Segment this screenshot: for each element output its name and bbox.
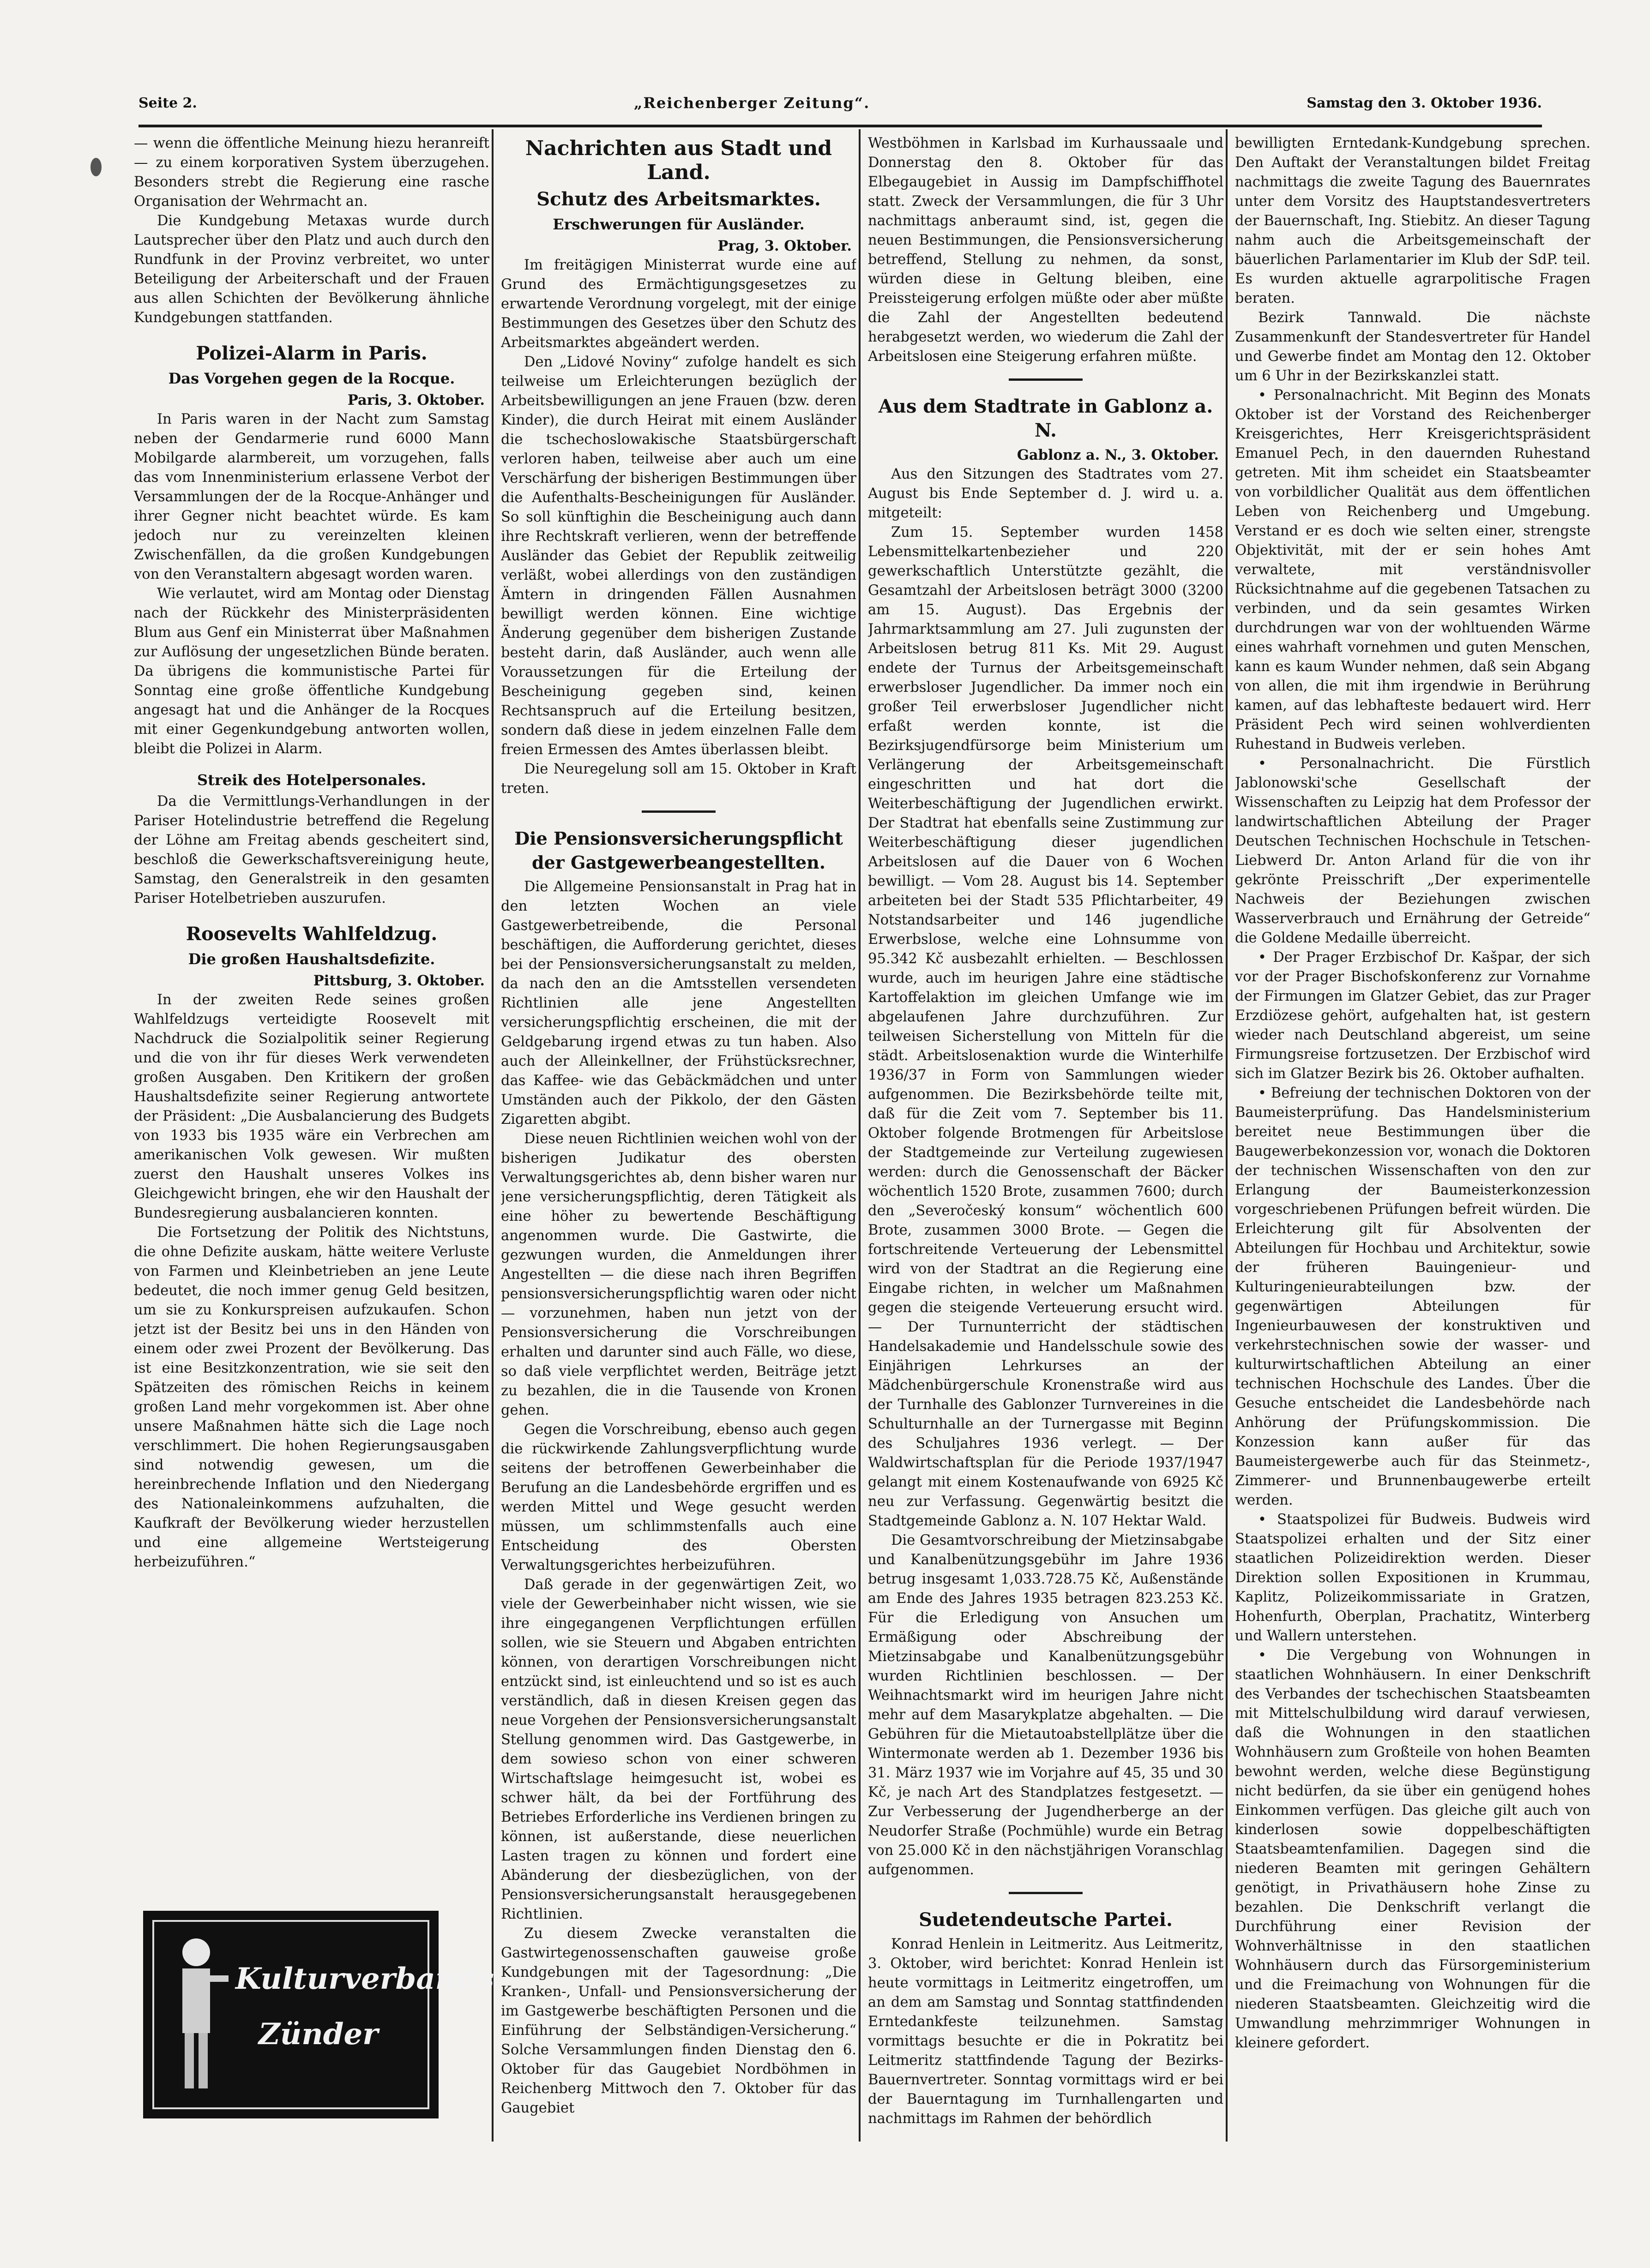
article-subheadline: Streik des Hotelpersonales. — [197, 771, 426, 789]
paragraph: Die Gesamtvorschreibung der Mietzinsabgabe und Kanalbenützungsgebühr im Jahre 1936 betrug insgesamt 1,033.728.75 Kč, Außenstände am Ende des Jahres 1935 betragen 823.253 Kč. Für die Erledigung von Ansuchen um Ermäßigung oder Abschreibung der Mietzinsabgabe und Kanalbenützungsgebühr wurden Richtlinien beschlossen. — Der Weihnachtsmarkt wird im heurigen Jahre nicht mehr auf dem Masarykplatze abgehalten. — Die Gebühren für die Mietautoabstellplätze über die Wintermonate werden ab 1. Dezember 1936 bis 31. März 1937 wie im Vorjahre auf 45, 35 und 30 Kč, je nach Art des Standplatzes festgesetzt. — Zur Verbesserung der Jugendherberge an der Neudorfer Straße (Pochmühle) wurde ein Betrag von 25.000 Kč in den nächstjährigen Voranschlag aufgenommen. — [868, 1532, 1223, 1878]
dateline: Gablonz a. N., 3. Oktober. — [1017, 447, 1219, 463]
header-rule — [139, 125, 1542, 127]
column-2 — [501, 134, 856, 2137]
paragraph: • Der Prager Erzbischof Dr. Kašpar, der sich vor der Prager Bischofskonferenz zur Vornahme der Firmungen im Glatzer Gebiet, das zur Prager Erzdiözese gehört, aufgehalten hat, ist gestern wieder nach Deutschland abgereist, um seine Firmungsreise fortzusetzen. Der Erzbischof wird sich im Glatzer Bezirk bis 26. Oktober aufhalten. — [1235, 949, 1590, 1082]
article-subheadline: Das Vorgehen gegen de la Rocque. — [168, 370, 455, 387]
paragraph: Wie verlautet, wird am Montag oder Dienstag nach der Rückkehr des Ministerpräsidenten Blum aus Genf ein Ministerrat über Maßnahmen zur Auflösung der ungesetzlichen Bünde beraten. Da übrigens die kommunistische Partei für Sonntag eine große öffentliche Kundgebung angesagt hat und die Anhänger de la Rocques mit einer Gegenkundgebung antworten wollen, bleibt die Polizei in Alarm. — [134, 586, 489, 757]
paragraph: In Paris waren in der Nacht zum Samstag neben der Gendarmerie rund 6000 Mann Mobilgarde alarmbereit, um vorzugehen, falls das vom Innenministerium erlassene Verbot der Versammlungen der de la Rocque-Anhänger und ihrer Gegner nicht beachtet würde. Es kam jedoch nur zu vereinzelten kleinen Zwischenfällen, da die großen Kundgebungen von den Veranstaltern abgesagt worden waren. — [134, 411, 489, 582]
paragraph: Da die Vermittlungs-Verhandlungen in der Pariser Hotelindustrie betreffend die Regelung der Löhne am Freitag abends gescheitert sind, beschloß die Gewerkschaftsvereinigung heute, Samstag, den Generalstreik in den gesamten Pariser Hotelbetrieben auszurufen. — [134, 793, 489, 906]
page-number: Seite 2. — [139, 95, 197, 111]
article-headline: Aus dem Stadtrate in Gablonz a. N. — [878, 396, 1213, 441]
paragraph: In der zweiten Rede seines großen Wahlfeldzugs verteidigte Roosevelt mit Nachdruck die Sozialpolitik seiner Regierung und die von ihr für dieses Werk verwendeten großen Ausgaben. Den Kritikern der großen Haushaltsdefizite seiner Regierung antwortete der Präsident: „Die Ausbalancierung des Budgets von 1933 bis 1935 wäre ein Verbrechen am amerikanischen Volk gewesen. Wir mußten zuerst den Haushalt unseres Volkes ins Gleichgewicht bringen, ehe wir den Haushalt der Bundesregierung ausbalancieren konnten. — [134, 992, 489, 1221]
article-subheadline: Die großen Haushaltsdefizite. — [188, 950, 435, 968]
newspaper-title: „Reichenberger Zeitung“. — [633, 94, 870, 112]
column-1 — [134, 134, 489, 1902]
paragraph: • Befreiung der technischen Doktoren von der Baumeisterprüfung. Das Handelsministerium bereitet neue Bestimmungen über die Baugewerbekonzession vor, wonach die Doktoren der technischen Wissenschaften von den zur Erlangung der Baumeisterkonzession vorgeschriebenen Prüfungen befreit würden. Die Erleichterung gilt für Absolventen der Abteilungen für Hochbau und Architektur, sowie der früheren Bauingenieur- und Kulturingenieurabteilungen bzw. der gegenwärtigen Abteilungen für Ingenieurbauwesen der konstruktiven und verkehrstechnischen sowie der wasser- und kulturwirtschaftlichen Abteilung an einer technischen Hochschule des Landes. Über die Gesuche entscheidet die Landesbehörde nach Anhörung der Prüfungskommission. Die Konzession kann außer für das Baumeistergewerbe auch für das Steinmetz-, Zimmerer- und Brunnenbaugewerbe erteilt werden. — [1235, 1085, 1590, 1508]
column-3 — [868, 134, 1223, 2137]
issue-date: Samstag den 3. Oktober 1936. — [1307, 95, 1542, 111]
dateline: Pittsburg, 3. Oktober. — [313, 972, 485, 989]
column-4 — [1235, 134, 1590, 2137]
column-divider — [859, 129, 861, 2142]
section-rule — [642, 810, 716, 813]
paragraph: Die Neuregelung soll am 15. Oktober in Kraft treten. — [501, 761, 856, 797]
column-divider — [1226, 129, 1228, 2142]
dateline: Paris, 3. Oktober. — [347, 392, 485, 408]
paragraph: Die Kundgebung Metaxas wurde durch Lautsprecher über den Platz und auch durch den Rundfunk in der Provinz verbreitet, wo unter Beteiligung der Arbeiterschaft und der Frauen aus allen Schichten der Bevölkerung ähnliche Kundgebungen stattfanden. — [134, 213, 489, 326]
paragraph: Im freitägigen Ministerrat wurde eine auf Grund des Ermächtigungsgesetzes zu erwartende Verordnung vorgelegt, mit der einige Bestimmungen des Gesetzes über den Schutz des Arbeitsmarktes abgeändert werden. — [501, 257, 856, 351]
paragraph: Die Fortsetzung der Politik des Nichtstuns, die ohne Defizite auskam, hätte weitere Verluste von Farmen und Kleinbetrieben an jene Leute bedeutet, die noch immer genug Geld besitzen, um sie zu Konkurspreisen aufzukaufen. Schon jetzt ist der Besitz bei uns in den Händen von einem oder zwei Prozent der Bevölkerung. Das ist eine Besitzkonzentration, wie sie seit den Spätzeiten des römischen Reichs in keinem großen Land mehr vorgekommen ist. Aber ohne unsere Maßnahmen hätte sich die Lage noch verschlimmert. Die hohen Regierungsausgaben sind notwendig gewesen, um die hereinbrechende Inflation und den Niedergang des Nationaleinkommens aufzuhalten, die Kaufkraft der Bevölkerung wieder herzustellen und eine allgemeine Wertsteigerung herbeizuführen.“ — [134, 1224, 489, 1570]
paragraph: Gegen die Vorschreibung, ebenso auch gegen die rückwirkende Zahlungsverpflichtung wurde seitens der betroffenen Gewerbeinhaber die Berufung an die Landesbehörde ergriffen und es werden Mittel und Wege gesucht werden müssen, um schlimmstenfalls auch eine Entscheidung des Obersten Verwaltungsgerichtes herbeizuführen. — [501, 1422, 856, 1573]
paragraph: Konrad Henlein in Leitmeritz. Aus Leitmeritz, 3. Oktober, wird berichtet: Konrad Henlein ist heute vormittags in Leitmeritz eingetroffen, um an dem am Samstag und Sonntag stattfindenden Erntedankfeste teilzunehmen. Samstag vormittags besuchte er die in Pokratitz bei Leitmeritz stattfindende Tagung der Bezirks-Bauernvertreter. Sonntag vormittags wird er bei der Bauerntagung im Turnhallengarten und nachmittags im Rahmen der behördlich — [868, 1936, 1223, 2127]
paragraph: Daß gerade in der gegenwärtigen Zeit, wo viele der Gewerbeinhaber nicht wissen, wie sie ihre eingegangenen Verpflichtungen erfüllen sollen, wie sie Steuern und Abgaben entrichten können, von derartigen Vorschreibungen nicht entzückt sind, ist einleuchtend und so ist es auch verständlich, daß in diesen Kreisen gegen das neue Vorgehen der Pensionsversicherungsanstalt Stellung genommen wird. Das Gastgewerbe, in dem sowieso schon von einer schweren Wirtschaftslage heimgesucht ist, wobei es schwer hält, da bei der Fortführung des Betriebes Erforderliche ins Verdienen bringen zu können, ist außerstande, diese neuerlichen Lasten tragen zu können und fordert eine Abänderung der diesbezüglichen, von der Pensionsversicherungsanstalt herausgegebenen Richtlinien. — [501, 1577, 856, 1922]
section-rule — [1009, 378, 1083, 381]
section-headline: Sudetendeutsche Partei. — [919, 1909, 1173, 1931]
section-rule — [1009, 1892, 1083, 1894]
article-headline: Roosevelts Wahlfeldzug. — [186, 923, 438, 945]
paragraph: bewilligten Erntedank-Kundgebung sprechen. Den Auftakt der Veranstaltungen bildet Freitag nachmittags die zweite Tagung des Bauernrates unter dem Vorsitz des Hauptstandesvertreters der Bauernschaft, Ing. Stiebitz. An dieser Tagung nahm auch die Arbeitsgemeinschaft der bäuerlichen Parlamentarier im Klub der SdP. teil. Es wurden aktuelle agrarpolitische Fragen beraten. — [1235, 135, 1590, 306]
column-divider — [492, 129, 494, 2142]
paragraph: — wenn die öffentliche Meinung hiezu heranreift — zu einem korporativen System überzugehen. Besonders strebt die Regierung eine rasche Organisation der Wehrmacht an. — [134, 135, 489, 210]
paragraph: • Staatspolizei für Budweis. Budweis wird Staatspolizei erhalten und der Sitz einer staatlichen Polizeidirektion werden. Dieser Direktion sollen Expositionen in Krummau, Kaplitz, Polizeikommissariate in Gratzen, Hohenfurth, Oberplan, Prachatitz, Winterberg und Wallern unterstehen. — [1235, 1512, 1590, 1644]
article-subheadline: Erschwerungen für Ausländer. — [553, 216, 805, 233]
paragraph: Westböhmen in Karlsbad im Kurhaussaale und Donnerstag den 8. Oktober für das Elbegaugebiet in Aussig im Dampfschiffhotel statt. Zweck der Versammlungen, die für 3 Uhr nachmittags anberaumt sind, ist, gegen die neuen Bestimmungen, die Pensionsversicherung betreffend, Stellung zu nehmen, da sonst, würden diese in Geltung bleiben, eine Preissteigerung erfolgen müßte oder aber müßte die Zahl der Angestellten bedeutend herabgesetzt werden, wo wiederum die Zahl der Arbeitslosen eine Steigerung erfahren müßte. — [868, 135, 1223, 365]
paragraph: • Personalnachricht. Mit Beginn des Monats Oktober ist der Vorstand des Reichenberger Kreisgerichtes, Herr Kreisgerichtspräsident Emanuel Pech, in den dauernden Ruhestand getreten. Mit ihm scheidet ein Staatsbeamter von vorbildlicher Qualität aus dem öffentlichen Leben von Reichenberg und Umgebung. Verstand er es doch wie selten einer, strengste Objektivität, mit der er sein hohes Amt verwaltete, mit verständnisvoller Rücksichtnahme auf die gegebenen Tatsachen zu verbinden, und da sein gesamtes Wirken durchdrungen war von der wohltuenden Wärme eines wahrhaft vornehmen und guten Menschen, kann es kaum Wunder nehmen, daß sein Abgang von allen, die mit ihm irgendwie in Berührung kamen, auf das lebhafteste bedauert wird. Herr Präsident Pech wird seinen wohlverdienten Ruhestand in Budweis verleben. — [1235, 387, 1590, 752]
ink-mark — [90, 158, 102, 176]
paragraph: • Die Vergebung von Wohnungen in staatlichen Wohnhäusern. In einer Denkschrift des Verbandes der tschechischen Staatsbeamten mit Mittelschulbildung wird darauf verwiesen, daß die Wohnungen in den staatlichen Wohnhäusern zum Großteile von hohen Beamten bewohnt werden, welche diese Begünstigung nicht bedürfen, da sie über ein genügend hohes Einkommen verfügen. Das gleiche gilt auch von kinderlosen sowie doppelbeschäftigten Staatsbeamtenfamilien. Dagegen sind die niederen Beamten mit geringen Gehältern genötigt, in Privathäusern hohe Zinse zu bezahlen. Die Denkschrift verlangt die Durchführung einer Revision der Wohnverhältnisse in den staatlichen Wohnhäusern durch das Fürsorgeministerium und die Freimachung von Wohnungen für die niederen Staatsbeamten. Gleichzeitig wird die Umwandlung mehrzimmriger Wohnungen in kleinere gefordert. — [1235, 1647, 1590, 2051]
article-headline: Schutz des Arbeitsmarktes. — [536, 188, 821, 210]
page-header — [139, 87, 1542, 119]
paragraph: Aus den Sitzungen des Stadtrates vom 27. August bis Ende September d. J. wird u. a. mitgeteilt: — [868, 466, 1223, 521]
paragraph: Die Allgemeine Pensionsanstalt in Prag hat in den letzten Wochen an viele Gastgewerbetreibende, die Personal beschäftigen, die Aufforderung gerichtet, dieses bei der Pensionsversicherungsanstalt zu melden, da nach den an die Amtsstellen versendeten Richtlinien alle jene Angestellten versicherungspflichtig erscheinen, die mit der Geldgebarung irgend etwas zu tun haben. Also auch der Alleinkellner, der Frühstücksrechner, das Kaffee- wie das Gebäckmädchen und unter Umständen auch der Pikkolo, der den Gästen Zigaretten abgibt. — [501, 879, 856, 1128]
paragraph: Zum 15. September wurden 1458 Lebensmittelkartenbezieher und 220 gewerkschaftlich Unterstützte gezählt, die Gesamtzahl der Arbeitslosen beträgt 3000 (3200 am 15. August). Das Ergebnis der Jahrmarktsammlung am 27. Juli zugunsten der Arbeitslosen betrug 811 Ks. Mit 29. August endete der Turnus der Arbeitsgemeinschaft erwerbsloser Jugendlicher. Da immer noch ein großer Teil erwerbsloser Jugendlicher nicht erfaßt werden konnte, ist die Bezirksjugendfürsorge beim Ministerium um Verlängerung der Arbeitsgemeinschaft eingeschritten und hat dort die Weiterbeschäftigung der Jugendlichen erwirkt. Der Stadtrat hat ebenfalls seine Zustimmung zur Weiterbeschäftigung dieser jugendlichen Arbeitslosen auf die Dauer von 6 Wochen bewilligt. — Vom 28. August bis 14. September arbeiteten bei der Stadt 535 Pflichtarbeiter, 49 Notstandsarbeiter und 146 jugendliche Erwerbslose, welche eine Lohnsumme von 95.342 Kč ausbezahlt erhielten. — Beschlossen wurde, auch im heurigen Jahre eine städtische Kartoffelaktion im gleichen Umfange wie im abgelaufenen Jahre durchzuführen. Zur teilweisen Sicherstellung von Mitteln für die städt. Arbeitslosenaktion wurde die Winterhilfe 1936/37 in Form von Sammlungen wieder aufgenommen. Die Bezirksbehörde teilte mit, daß für die Zeit vom 7. September bis 11. Oktober folgende Brotmengen für Arbeitslose der Stadtgemeinde zur Verteilung zugewiesen werden: durch die Genossenschaft der Bäcker wöchentlich 1520 Brote, zusammen 7600; durch den „Severočeský konsum“ wöchentlich 600 Brote, zusammen 3000 Brote. — Gegen die fortschreitende Verteuerung der Lebensmittel wird von der Stadtrat an die Regierung eine Eingabe richten, in welcher um Maßnahmen gegen die steigende Verteuerung ersucht wird. — Der Turnunterricht der städtischen Handelsakademie und Handelsschule sowie des Einjährigen Lehrkurses an der Mädchenbürgerschule Kronenstraße wird aus der Turnhalle des Gablonzer Turnvereines in die Schulturnhalle an der Turnergasse mit Beginn des Schuljahres 1936 verlegt. — Der Waldwirtschaftsplan für die Periode 1937/1947 gelangt mit einem Kostenaufwande von 6925 Kč neu zur Verfassung. Gegenwärtig besitzt die Stadtgemeinde Gablonz a. N. 107 Hektar Wald. — [868, 524, 1223, 1529]
advertisement — [143, 1911, 494, 2118]
paragraph: Den „Lidové Noviny“ zufolge handelt es sich teilweise um Erleichterungen bezüglich der Arbeitsbewilligungen an jene Frauen (bzw. deren Kinder), die durch Heirat mit einem Ausländer die tschechoslowakische Staatsbürgerschaft verloren haben, teilweise aber auch um eine Verschärfung der bisherigen Bestimmungen über die Aufenthalts-Bescheinigungen für Ausländer. So soll künftighin die Bescheinigung auch dann ihre Rechtskraft verlieren, wenn der betreffende Ausländer das Gebiet der Republik zeitweilig verläßt, wobei allerdings von den zuständigen Ämtern in dringenden Fällen Ausnahmen bewilligt werden können. Eine wichtige Änderung gegenüber dem bisherigen Zustande besteht darin, daß Ausländer, auch wenn alle Voraussetzungen für die Erteilung der Bescheinigung gegeben sind, keinen Rechtsanspruch auf die Erteilung besitzen, sondern daß diese in jedem einzelnen Falle dem freien Ermessen des Amtes überlassen bleibt. — [501, 354, 856, 758]
figure-illustration — [162, 1925, 231, 2100]
advertisement-text: Zünder — [259, 2017, 378, 2052]
article-headline: Polizei-Alarm in Paris. — [196, 342, 428, 364]
dateline: Prag, 3. Oktober. — [717, 238, 852, 254]
paragraph: Zu diesem Zwecke veranstalten die Gastwirtegenossenschaften gauweise große Kundgebungen mit der Tagesordnung: „Die Kranken-, Unfall- und Pensionsversicherung der im Gastgewerbe beschäftigten Personen und die Einführung der Selbständigen-Versicherung.“ Solche Versammlungen finden Dienstag den 6. Oktober für das Gaugebiet Nordböhmen in Reichenberg Mittwoch den 7. Oktober für das Gaugebiet — [501, 1926, 856, 2116]
paragraph: Diese neuen Richtlinien weichen wohl von der bisherigen Judikatur des obersten Verwaltungsgerichtes ab, denn bisher waren nur jene versicherungspflichtig, deren Tätigkeit als eine höher zu bewertende Beschäftigung angenommen wurde. Die Gastwirte, die gezwungen wurden, die Anmeldungen ihrer Angestellten — die diese nach ihren Begriffen pensionsversicherungspflichtig waren oder nicht — vorzunehmen, haben nun jetzt von der Pensionsversicherung die Vorschreibungen erhalten und darunter sind auch Fälle, wo diese, so daß viele verpflichtet werden, Beiträge jetzt zu bezahlen, die in die Tausende von Kronen gehen. — [501, 1131, 856, 1418]
article-headline: Die Pensionsversicherungspflicht der Gastgewerbeangestellten. — [514, 828, 843, 873]
advertisement-text: Kulturverbands — [235, 1962, 494, 1996]
paragraph: • Personalnachricht. Die Fürstlich Jablonowski'sche Gesellschaft der Wissenschaften zu Leipzig hat dem Professor der landwirtschaftlichen Abteilung der Prager Deutschen Technischen Hochschule in Tetschen-Liebwerd Dr. Anton Arland für die von ihr gekrönte Preisschrift „Der experimentelle Nachweis der Beziehungen zwischen Wasserverbrauch und Ernährung der Getreide“ die Goldene Medaille überreicht. — [1235, 756, 1590, 946]
section-headline: Nachrichten aus Stadt und Land. — [525, 137, 832, 184]
paragraph: Bezirk Tannwald. Die nächste Zusammenkunft der Standesvertreter für Handel und Gewerbe findet am Montag den 12. Oktober um 6 Uhr in der Bezirkskanzlei statt. — [1235, 310, 1590, 384]
